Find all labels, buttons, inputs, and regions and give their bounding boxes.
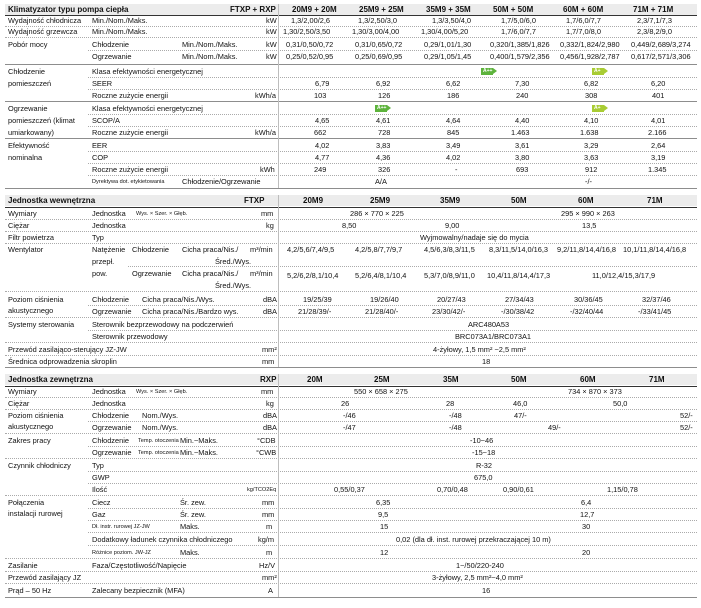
unit: kWh/a [255,91,276,100]
cell: 1.463 [511,128,530,137]
row-sublabel: COP [92,153,109,162]
unit: dBA [263,295,277,304]
cell: 0,90/0,61 [503,485,534,494]
cell: 4,2/5,6/7,4/9,5 [287,245,335,254]
row-sublabel: Chłodzenie [92,295,129,304]
unit: dBA [263,307,277,316]
cell: Wyjmowalny/nadaje się do mycia [420,233,529,242]
row-sublabel: Roczne zużycie energii [92,165,168,174]
cell: 47/- [514,411,527,420]
cell: 3,63 [584,153,599,162]
row-label: Wentylator [8,245,44,254]
row-qualifier: Cicha praca/Nis./Bardzo wys. [142,307,239,316]
row-label: Systemy sterowania [8,320,75,329]
row-qualifier: Śr. zew. [180,498,206,507]
cell: ARC480A53 [468,320,510,329]
row-label: Ciężar [8,221,30,230]
unit: m [266,548,273,557]
cell: 3,29 [584,141,599,150]
cell: 3,61 [515,141,530,150]
cell: 0,31/0,50/0,72 [286,40,334,49]
col-header: 60M + 60M [563,5,604,14]
row-label: Prąd – 50 Hz [8,586,52,595]
row-label: Średnica odprowadzenia skroplin [8,357,117,366]
cell: 295 × 990 × 263 [561,209,615,218]
row-label: Połączenia [8,498,45,507]
cell: 11,0/12,4/15,3/17,9 [592,271,656,280]
row-label: Poziom ciśnienia [8,411,64,420]
row-sublabel: Roczne zużycie energii [92,128,168,137]
column-divider [278,374,279,597]
row-sublabel: Dyrektywa dot. etykietowania [92,179,165,185]
unit: m³/min [250,269,273,278]
cell: 4,01 [651,116,666,125]
section-title-system: Klimatyzator typu pompa ciepła [8,5,129,14]
row-sublabel: Ogrzewanie [132,269,172,278]
cell: 3,80 [515,153,530,162]
row-qualifier: Cicha praca/Nis./Wys. [142,295,215,304]
cell: 0,400/1,579/2,356 [490,52,550,61]
col-header: 71M [647,196,663,205]
cell: 4,40 [515,116,530,125]
row-sublabel: przepł. [92,257,115,266]
cell: 3,19 [651,153,666,162]
row-qualifier: Maks. [180,522,200,531]
cell: 1,7/7,0/8,0 [566,27,601,36]
cell: 0,29/1,05/1,45 [424,52,472,61]
section-title-indoor: Jednostka wewnętrzna [8,196,96,205]
col-header: 35M [443,375,459,384]
cell: 1,3/3,50/4,0 [432,16,472,25]
section-type-outdoor: RXP [260,375,277,384]
cell: 0,456/1,928/2,787 [560,52,620,61]
row-sublabel: Klasa efektywności energetycznej [92,67,203,76]
cell: -/48 [449,423,462,432]
row-sublabel: Ciecz [92,498,111,507]
cell: 5,2/6,4/8,1/10,4 [355,271,407,280]
cell: 1,30/3,00/4,00 [352,27,400,36]
cell: 4,02 [315,141,330,150]
col-header: 25M9 [370,196,391,205]
row-sublabel: Ogrzewanie [92,307,132,316]
cell: 693 [516,165,529,174]
row-sublabel: Natężenie [92,245,126,254]
cell: 6,79 [315,79,330,88]
cell: 21/28/39/- [298,307,332,316]
row-label: Zasilanie [8,561,38,570]
row-qualifier: Min.~Maks. [180,448,218,457]
row-sublabel: Jednostka [92,387,126,396]
cell: 52/- [680,423,693,432]
cell: 1,7/6,0/7,7 [501,27,536,36]
row-sublabel: Faza/Częstotliwość/Napięcie [92,561,187,570]
row-qualifier: Temp. otoczenia [138,450,179,456]
row-qualifier: Cicha praca/Nis./ [182,269,239,278]
cell: 4-żyłowy, 1,5 mm² ~2,5 mm² [433,345,526,354]
cell: 1,15/0,78 [607,485,638,494]
unit: mm [262,498,275,507]
cell: 1.345 [648,165,667,174]
cell: 46,0 [513,399,528,408]
cell: 1,7/6,0/7,7 [566,16,601,25]
cell: 2,3/7,1/7,3 [637,16,672,25]
row-sublabel: Klasa efektywności energetycznej [92,104,203,113]
cell: 0,617/2,571/3,306 [631,52,691,61]
row-sublabel: Typ [92,461,104,470]
cell: 240 [516,91,529,100]
row-sublabel: Chłodzenie [92,411,129,420]
cell: 32/37/46 [642,295,671,304]
cell: -10~46 [470,436,494,445]
row-sublabel: Sterownik przewodowy [92,332,168,341]
unit: mm [262,510,275,519]
unit: m [266,522,273,531]
row-qualifier: Min./Nom./Maks. [182,40,238,49]
unit: mm [262,357,275,366]
cell: 4,36 [376,153,391,162]
cell: 15 [380,522,389,531]
row-sublabel: SEER [92,79,113,88]
row-sublabel: Gaz [92,510,106,519]
cell: 0,70/0,48 [437,485,468,494]
row-label: Wymiary [8,387,37,396]
cell: R-32 [476,461,493,470]
col-header: 60M [578,196,594,205]
row-sublabel: Dł. instr. rurowej JZ-JW [92,524,150,530]
row-qualifier: Wys. × Szer. × Głęb. [136,211,188,217]
row-label: Filtr powietrza [8,233,54,242]
cell: 4,77 [315,153,330,162]
col-header: 71M [649,375,665,384]
row-sublabel: Chłodzenie [132,245,169,254]
cell: BRC073A1/BRC073A1 [455,332,532,341]
row-sublabel: Jednostka [92,399,126,408]
cell: 2,3/8,2/9,0 [637,27,672,36]
cell: 8,3/11,5/14,0/16,3 [489,245,549,254]
cell: 52/- [680,411,693,420]
cell: 19/25/39 [303,295,332,304]
cell: 4,02 [446,153,461,162]
row-label: Zakres pracy [8,436,51,445]
row-qualifier: Min.~Maks. [180,436,218,445]
cell: 0,25/0,69/0,95 [355,52,403,61]
cell: 49/- [548,423,561,432]
unit: kg/m [258,535,275,544]
row-sublabel: Ogrzewanie [92,423,132,432]
row-qualifier: Śr. zew. [180,510,206,519]
row-label: Czynnik chłodniczy [8,461,71,470]
col-header: 50M [511,375,527,384]
row-label: Przewód zasilająco-sterujący JZ-JW [8,345,127,354]
unit: kg [266,399,274,408]
row-sublabel: Ilość [92,485,108,494]
cell: 3-żyłowy, 2,5 mm²~4,0 mm² [432,573,523,582]
unit: mm² [262,345,277,354]
column-divider [278,195,279,367]
cell: 1,3/2,50/3,0 [358,16,398,25]
row-sublabel: Jednostka [92,221,126,230]
row-label: akustycznego [8,422,54,431]
row-label: akustycznego [8,306,54,315]
row-label: Efektywność [8,141,50,150]
row-sublabel: Ogrzewanie [92,52,132,61]
cell: 13,5 [582,221,597,230]
col-header: 35M9 + 35M [426,5,471,14]
row-label: Wydajność chłodnicza [8,16,82,25]
row-sublabel: Min./Nom./Maks. [92,16,148,25]
col-header: 20M9 [303,196,324,205]
cell: 6,35 [376,498,391,507]
cell: 16 [482,586,491,595]
row-label: Wydajność grzewcza [8,27,78,36]
row-label: instalacji rurowej [8,509,63,518]
row-sublabel: Ogrzewanie [92,448,132,457]
section-title-outdoor: Jednostka zewnętrzna [8,375,93,384]
cell: -/33/41/45 [638,307,672,316]
row-sublabel: SCOP/A [92,116,120,125]
cell: 4,65 [315,116,330,125]
cell: 2,64 [651,141,666,150]
cell: 186 [447,91,460,100]
cell: 912 [585,165,598,174]
row-qualifier: Cicha praca/Nis./ [182,245,239,254]
unit: m³/min [250,245,273,254]
unit: kWh [260,165,275,174]
cell: 50,0 [613,399,628,408]
row-sublabel: GWP [92,473,110,482]
row-sublabel: Chłodzenie [92,436,129,445]
cell: 286 × 770 × 225 [350,209,404,218]
row-label: Pobór mocy [8,40,48,49]
row-qualifier: Wys. × Szer. × Głęb. [136,389,188,395]
unit: Hz/V [259,561,276,570]
cell: 6,20 [651,79,666,88]
unit: °CDB [257,436,276,445]
row-label: Wymiary [8,209,37,218]
section-type-indoor: FTXP [244,196,265,205]
cell: 19/26/40 [370,295,399,304]
col-header: 71M + 71M [633,5,674,14]
cell: -/30/38/42 [501,307,535,316]
col-header: 25M [374,375,390,384]
row-sublabel: Min./Nom./Maks. [92,27,148,36]
row-sublabel: Sterownik bezprzewodowy na podczerwień [92,320,234,329]
cell: 4,64 [446,116,461,125]
cell: 0,25/0,52/0,95 [286,52,334,61]
cell: 10,1/11,8/14,4/16,8 [623,245,687,254]
energy-class-badge: A+ [592,105,604,112]
cell: 1,3/2,00/2,6 [291,16,331,25]
row-qualifier: Temp. otoczenia [138,438,179,444]
row-qualifier: Nom./Wys. [142,423,179,432]
cell: 6,82 [584,79,599,88]
section-type-system: FTXP + RXP [230,5,276,14]
unit: dBA [263,423,277,432]
cell: 249 [314,165,327,174]
col-header: 50M [511,196,527,205]
cell: 0,31/0,65/0,72 [355,40,403,49]
cell: 326 [378,165,391,174]
cell: 18 [482,357,491,366]
cell: 550 × 658 × 275 [354,387,408,396]
row-label: Ciężar [8,399,30,408]
cell: 5,3/7,0/8,9/11,0 [424,271,475,280]
cell: 28 [446,399,455,408]
row-qualifier: Śred./Wys. [215,257,252,266]
cell: 1,7/5,0/6,0 [501,16,536,25]
col-header: 60M [580,375,596,384]
cell: 1,30/2,50/3,50 [283,27,331,36]
cell: 126 [378,91,391,100]
row-sublabel: Chłodzenie [92,40,129,49]
cell: 662 [314,128,327,137]
row-sublabel: Różnice poziom. JW-JZ [92,550,151,556]
cell: 3,49 [446,141,461,150]
cell: 9,2/11,8/14,4/16,8 [557,245,617,254]
cell: 12,7 [580,510,595,519]
cell: 0,55/0,37 [334,485,365,494]
row-sublabel: pow. [92,269,108,278]
cell: 21/28/40/- [365,307,399,316]
col-header: 35M9 [440,196,461,205]
cell: 734 × 870 × 373 [568,387,622,396]
cell: 6,62 [446,79,461,88]
row-label: Chłodzenie [8,67,45,76]
col-header: 20M [307,375,323,384]
cell: 20 [582,548,591,557]
cell: 1.638 [580,128,599,137]
col-header: 50M + 50M [493,5,534,14]
cell: 103 [314,91,327,100]
row-label: pomieszczeń (klimat [8,116,75,125]
row-sublabel: Zalecany bezpiecznik (MFA) [92,586,185,595]
row-qualifier: Chłodzenie/Ogrzewanie [182,177,261,186]
cell: 4,5/6,3/8,3/11,5 [424,245,475,254]
cell: 27/34/43 [505,295,534,304]
unit: kg [266,221,274,230]
row-label: Przewód zasilający JZ [8,573,82,582]
cell: 675,0 [474,473,493,482]
row-qualifier: Min./Nom./Maks. [182,52,238,61]
unit: kW [266,52,277,61]
energy-class-badge: A+ [592,68,604,75]
row-sublabel: Jednostka [92,209,126,218]
cell: 1~/50/220-240 [456,561,504,570]
unit: kW [266,40,277,49]
cell: -/47 [343,423,356,432]
cell: 9,00 [445,221,460,230]
row-qualifier: Maks. [180,548,200,557]
col-header: 25M9 + 25M [359,5,404,14]
unit: mm [261,209,274,218]
unit: °CWB [256,448,277,457]
column-divider [278,4,279,188]
cell: 5,2/6,2/8,1/10,4 [287,271,339,280]
cell: 0,02 (dla dł. inst. rurowej przekraczającej 10 m) [396,535,551,544]
row-label: Ogrzewanie [8,104,48,113]
cell: 3,83 [376,141,391,150]
cell: 308 [585,91,598,100]
cell: 2.166 [648,128,667,137]
cell: 30/36/45 [574,295,603,304]
cell: 4,10 [584,116,599,125]
cell: 8,50 [342,221,357,230]
cell: 0,320/1,385/1,826 [490,40,550,49]
energy-class-badge: A++ [483,68,493,74]
energy-class-badge: A++ [377,105,387,111]
row-label: nominalna [8,153,43,162]
cell: - [455,165,458,174]
cell: 1,30/4,00/5,20 [421,27,469,36]
cell: 9,5 [378,510,389,519]
row-sublabel: EER [92,141,108,150]
unit: kWh/a [255,128,276,137]
cell: 26 [341,399,350,408]
unit: mm [261,387,274,396]
cell: 401 [652,91,665,100]
row-qualifier: Śred./Wys. [215,281,252,290]
unit: kW [266,16,277,25]
cell: 845 [447,128,460,137]
unit: kW [266,27,277,36]
cell: 728 [378,128,391,137]
cell: -/46 [343,411,356,420]
cell: 20/27/43 [437,295,466,304]
cell: 0,29/1,01/1,30 [424,40,472,49]
cell: -15~18 [472,448,496,457]
row-label: pomieszczeń [8,79,52,88]
col-header: 20M9 + 20M [292,5,337,14]
unit: dBA [263,411,277,420]
row-qualifier: Nom./Wys. [142,411,179,420]
cell: 12 [380,548,389,557]
cell: 4,61 [376,116,391,125]
cell: 6,4 [581,498,592,507]
unit: A [268,586,273,595]
cell: 30 [582,522,591,531]
cell: 23/30/42/- [432,307,466,316]
cell: 6,92 [376,79,391,88]
cell: 0,332/1,824/2,980 [560,40,620,49]
cell: A/A [375,177,387,186]
cell: 0,449/2,689/3,274 [631,40,691,49]
row-label: Poziom ciśnienia [8,295,64,304]
cell: 10,4/11,8/14,4/17,3 [487,271,551,280]
unit: mm² [262,573,277,582]
cell: -/32/40/44 [570,307,604,316]
cell: 7,30 [515,79,530,88]
cell: -/48 [449,411,462,420]
row-sublabel: Typ [92,233,104,242]
cell: 4,2/5,8/7,7/9,7 [355,245,403,254]
cell: -/- [585,177,592,186]
row-label: umiarkowany) [8,128,55,137]
row-sublabel: Roczne zużycie energii [92,91,168,100]
row-sublabel: Dodatkowy ładunek czynnika chłodniczego [92,535,233,544]
unit: kg/TCO2Eq [247,487,277,493]
